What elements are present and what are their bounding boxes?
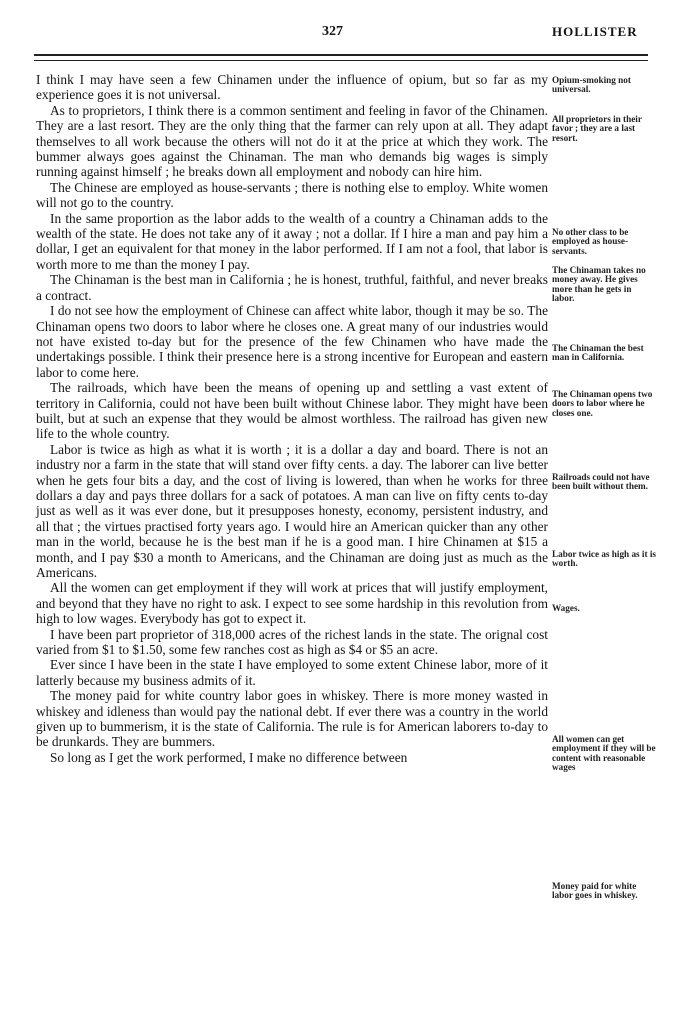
margin-note: Railroads could not have been built without them. <box>552 472 650 492</box>
margin-note: No other class to be employed as house-servants. <box>552 227 629 256</box>
paragraph: Ever since I have been in the state I have employed to some extent Chinese labor, more of it latterly because my business admits of it. <box>36 657 548 688</box>
margin-note: The Chinaman takes no money away. He gives more than he gets in labor. <box>552 265 646 303</box>
paragraph: The railroads, which have been the means of opening up and settling a vast extent of territory in California, could not have been built without Chinese labor. They might have been built, but at such an expense that they would be almost worthless. The railroad has given new life to the whole country. <box>36 380 548 442</box>
page-number: 327 <box>322 24 343 39</box>
margin-note: The Chinaman opens two doors to labor where he closes one. <box>552 389 653 418</box>
paragraph: I think I may have seen a few Chinamen under the influence of opium, but so far as my experience goes it is not universal. <box>36 72 548 103</box>
paragraph: The money paid for white country labor goes in whiskey. There is more money wasted in whiskey and idleness than would pay the national debt. If ever there was a country in the world given up to bummerism, it is the state of California. The rule is for American laborers to-day to be drunkards. They are bummers. <box>36 688 548 750</box>
margin-note: All proprietors in their favor ; they are a last resort. <box>552 114 642 143</box>
margin-note: Money paid for white labor goes in whiskey. <box>552 881 638 901</box>
running-head: HOLLISTER <box>552 24 638 39</box>
paragraph: I do not see how the employment of Chinese can affect white labor, though it may be so. The Chinaman opens two doors to labor where he closes one. A great many of our industries would not have existed to-day but for the presence of the few Chinamen who have made the undertakings possible. I think their presence here is a strong incentive for European and eastern labor to come here. <box>36 303 548 380</box>
margin-note: Labor twice as high as it is worth. <box>552 549 656 569</box>
paragraph: The Chinese are employed as house-servants ; there is nothing else to employ. White women will not go to the country. <box>36 179 548 211</box>
paragraph: As to proprietors, I think there is a common sentiment and feeling in favor of the Chinamen. They are a last resort. They are the only thing that the farmer can rely upon at all. They adapt themselves to all work because the others will not do it at the price at which they work. The bummer always goes against the Chinaman. The man who demands big wages is simply running against himself ; he breaks down all employment and nobody can hire him. <box>36 102 548 180</box>
paragraph: So long as I get the work performed, I make no difference between <box>50 749 408 765</box>
paragraph: The Chinaman is the best man in California ; he is honest, truthful, faithful, and never breaks a contract. <box>36 272 548 303</box>
margin-note: Wages. <box>552 603 580 613</box>
paragraph: Labor is twice as high as what it is worth ; it is a dollar a day and board. There is not an industry nor a farm in the state that will stand over fifty cents. a day. The laborer can live better when he gets four bits a day, and the cost of living is lowered, than when he works for three dollars a day and pays three dollars for a sack of potatoes. A man can live on fifty cents to-day just as well as it was ever done, but it presupposes honesty, economy, persistent industry, and all that ; the virtues practised forty years ago. I would hire an American quicker than any other man in the world, because he is the best man if he is a good man. I hire Chinamen at $15 a month, and I pay $30 a month to Americans, and the Chinaman are doing just as much as the Americans. <box>36 441 548 580</box>
body-text <box>36 72 548 765</box>
paragraph: All the women can get employment if they will work at prices that will justify employment, and beyond that they have no right to ask. I expect to see some hardship in this revolution from high to low wages. Everybody has got to expect it. <box>36 580 548 627</box>
margin-note: All women can get employment if they will be content with reasonable wages <box>552 734 656 772</box>
paragraph: In the same proportion as the labor adds to the wealth of a country a Chinaman adds to the wealth of the state. He does not take any of it away ; not a dollar. If I hire a man and pay him a dollar, I get an equivalent for that money in the labor performed. If I am not a fool, that labor is worth more to me than the money I pay. <box>36 210 548 272</box>
header-rule-thin <box>34 60 648 61</box>
header-rule <box>34 54 648 56</box>
margin-note: Opium-smoking not universal. <box>552 75 631 95</box>
paragraph: I have been part proprietor of 318,000 acres of the richest lands in the state. The orignal cost varied from $1 to $1.50, some few ranches cost as high as $4 or $5 an acre. <box>36 626 548 658</box>
margin-note: The Chinaman the best man in California. <box>552 343 644 363</box>
